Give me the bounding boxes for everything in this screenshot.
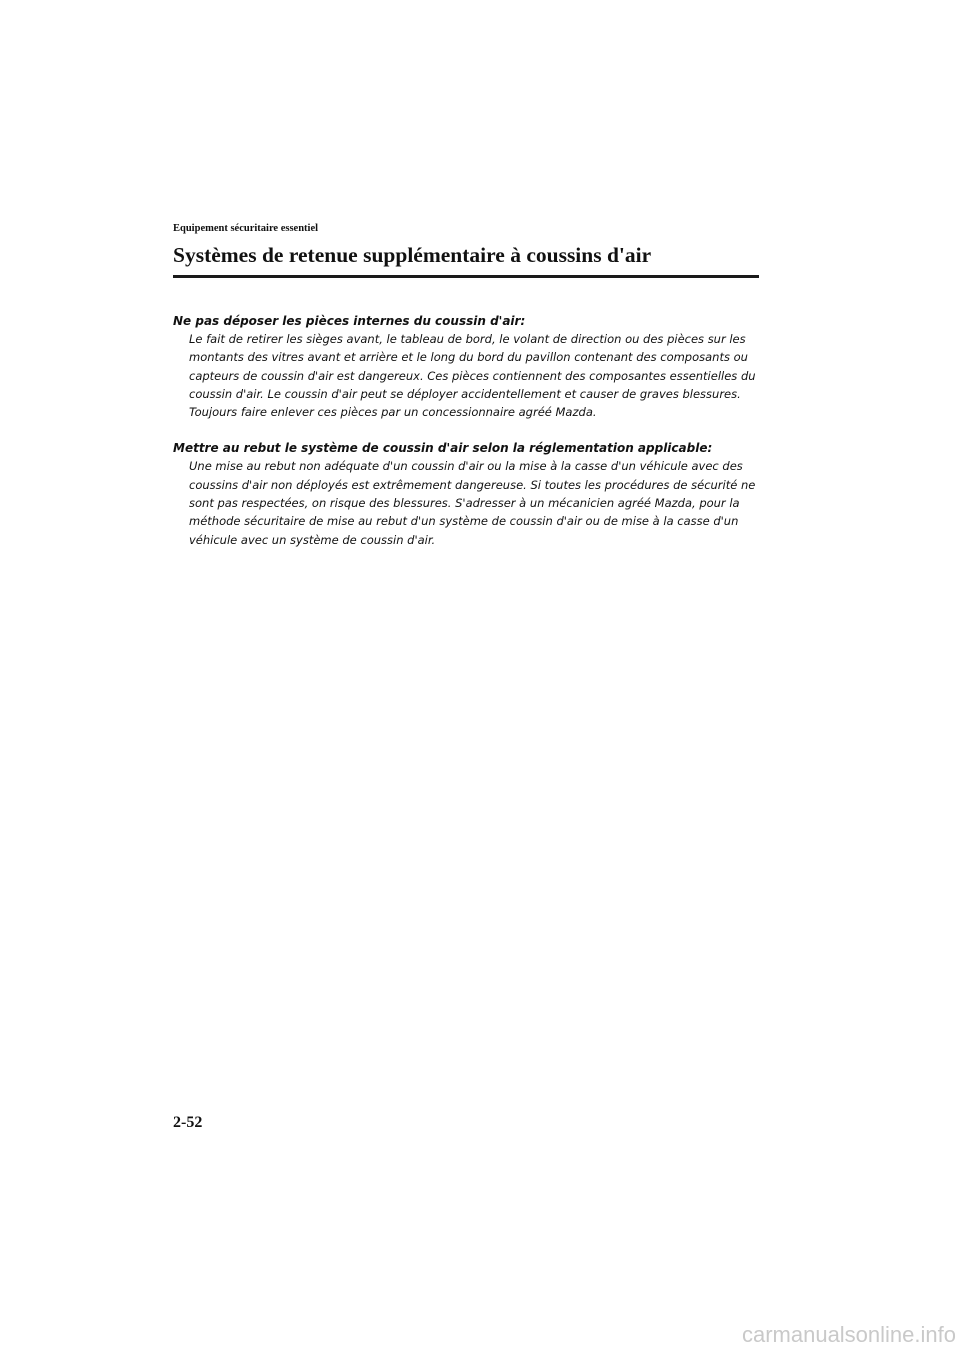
page-number: 2-52 <box>173 1114 203 1131</box>
header-divider <box>173 275 759 278</box>
warning-item-disposal <box>173 439 759 548</box>
page-header <box>173 222 759 269</box>
warning-body: Une mise au rebut non adéquate d'un coussin d'air ou la mise à la casse d'un véhicule avec des coussins d'air non déployés est extrêmement dangereuse. Si toutes les procédures de sécurité ne sont pas respectées, on risque des blessures. S'adresser à un mécanicien agréé Mazda, pour la méthode sécuritaire de mise au rebut d'un système de coussin d'air ou de mise à la casse d'un véhicule avec un système de coussin d'air. <box>189 459 756 547</box>
warning-heading: Mettre au rebut le système de coussin d'air selon la réglementation applicable: <box>173 441 713 456</box>
page-title: Systèmes de retenue supplémentaire à coussins d'air <box>173 243 652 267</box>
section-label: Equipement sécuritaire essentiel <box>173 223 319 234</box>
warning-body: Le fait de retirer les sièges avant, le tableau de bord, le volant de direction ou des pièces sur les montants des vitres avant et arrière et le long du bord du pavillon contenant des composants ou capteurs de coussin d'air est dangereux. Ces pièces contiennent des composantes essentielles du coussin d'air. Le coussin d'air peut se déployer accidentellement et causer de graves blessures. Toujours faire enlever ces pièces par un concessionnaire agréé Mazda. <box>189 332 756 420</box>
warning-item-remove-parts <box>173 312 759 421</box>
warning-content <box>173 312 759 567</box>
watermark: carmanualsonline.info <box>741 1322 956 1347</box>
warning-heading: Ne pas déposer les pièces internes du coussin d'air: <box>173 314 526 328</box>
